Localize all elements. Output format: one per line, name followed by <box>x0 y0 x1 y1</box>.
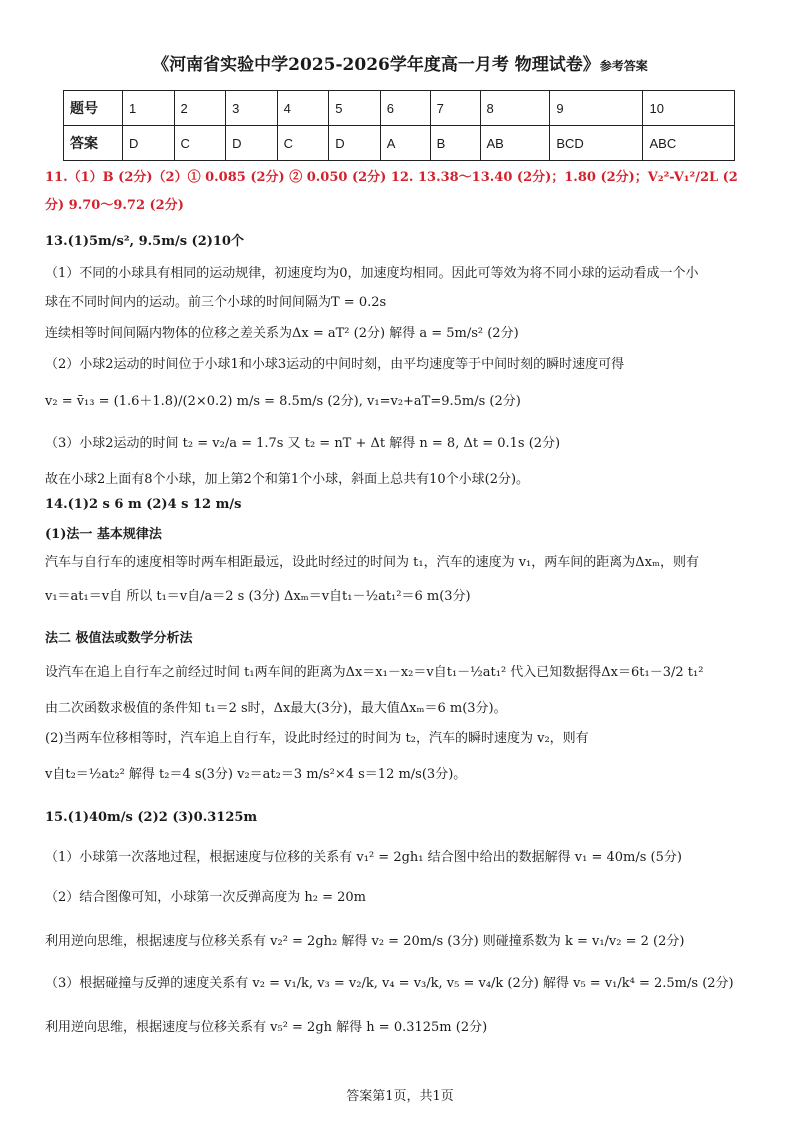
table-cell: 3 <box>226 91 278 126</box>
subtitle-text: 参考答案 <box>599 59 648 73</box>
question-heading: 15.(1)40m/s (2)2 (3)0.3125m <box>45 810 258 825</box>
table-cell: ABC <box>643 126 735 161</box>
solution-line: （1）不同的小球具有相同的运动规律，初速度均为0，加速度均相同。因此可等效为将不同小球的运动看成一个小 <box>45 266 699 281</box>
table-cell: C <box>277 126 329 161</box>
method-heading: 法二 极值法或数学分析法 <box>45 631 193 646</box>
answer-line: 分) 9.70～9.72 (2分) <box>45 198 184 213</box>
table-cell: AB <box>480 126 550 161</box>
question-heading: 13.(1)5m/s², 9.5m/s (2)10个 <box>45 234 244 249</box>
table-row <box>64 126 735 161</box>
table-cell: A <box>380 126 430 161</box>
solution-line: （2）小球2运动的时间位于小球1和小球3运动的中间时刻，由平均速度等于中间时刻的瞬时速度可得 <box>45 357 625 372</box>
question-heading: 14.(1)2 s 6 m (2)4 s 12 m/s <box>45 497 242 512</box>
table-cell: 6 <box>380 91 430 126</box>
table-header-cell: 答案 <box>64 126 123 161</box>
table-cell: 9 <box>550 91 643 126</box>
title-text: 《河南省实验中学2025-2026学年度高一月考 物理试卷》 <box>152 55 600 75</box>
table-cell: 7 <box>430 91 480 126</box>
solution-line: 设汽车在追上自行车之前经过时间 t₁两车间的距离为Δx＝x₁－x₂＝v自t₁－½at₁² 代入已知数据得Δx＝6t₁－3/2 t₁² <box>45 665 704 680</box>
table-cell: C <box>174 126 226 161</box>
solution-line: 连续相等时间间隔内物体的位移之差关系为Δx = aT² (2分) 解得 a = 5m/s² (2分) <box>45 326 519 341</box>
table-cell: D <box>226 126 278 161</box>
table-cell: D <box>123 126 175 161</box>
solution-line: 汽车与自行车的速度相等时两车相距最远，设此时经过的时间为 t₁，汽车的速度为 v₁，两车间的距离为Δxₘ，则有 <box>45 555 699 570</box>
page-footer: 答案第1页，共1页 <box>346 1089 454 1104</box>
method-heading: (1)法一 基本规律法 <box>45 527 162 542</box>
solution-line: 故在小球2上面有8个小球，加上第2个和第1个小球，斜面上总共有10个小球(2分)。 <box>45 472 530 487</box>
page-title <box>0 50 800 75</box>
solution-line: 利用逆向思维，根据速度与位移关系有 v₅² = 2gh 解得 h = 0.3125m (2分) <box>45 1020 488 1035</box>
solution-line: （3）小球2运动的时间 t₂ = v₂/a = 1.7s 又 t₂ = nT + Δt 解得 n = 8, Δt = 0.1s (2分) <box>45 436 561 451</box>
table-row <box>64 91 735 126</box>
table-cell: 1 <box>123 91 175 126</box>
solution-line: （1）小球第一次落地过程，根据速度与位移的关系有 v₁² = 2gh₁ 结合图中给出的数据解得 v₁ = 40m/s (5分) <box>45 850 682 865</box>
solution-line: v自t₂＝½at₂² 解得 t₂＝4 s(3分) v₂＝at₂＝3 m/s²×4 s＝12 m/s(3分)。 <box>45 767 467 782</box>
solution-line: 由二次函数求极值的条件知 t₁＝2 s时，Δx最大(3分)，最大值Δxₘ＝6 m(3分)。 <box>45 701 507 716</box>
table-cell: 5 <box>329 91 381 126</box>
table-cell: D <box>329 126 381 161</box>
table-cell: BCD <box>550 126 643 161</box>
answer-line: 11.（1）B (2分)（2）① 0.085 (2分) ② 0.050 (2分) 12. 13.38～13.40 (2分)；1.80 (2分)；V₂²-V₁²/2L (2 <box>45 170 738 185</box>
table-cell: B <box>430 126 480 161</box>
table-cell: 4 <box>277 91 329 126</box>
solution-line: （2）结合图像可知，小球第一次反弹高度为 h₂ = 20m <box>45 890 367 905</box>
solution-line: 球在不同时间内的运动。前三个小球的时间间隔为T = 0.2s <box>45 295 387 310</box>
table-cell: 10 <box>643 91 735 126</box>
answer-table <box>63 90 735 161</box>
table-cell: 8 <box>480 91 550 126</box>
solution-line: v₁＝at₁＝v自 所以 t₁＝v自/a＝2 s (3分) Δxₘ＝v自t₁－½at₁²＝6 m(3分) <box>45 589 471 604</box>
solution-line: （3）根据碰撞与反弹的速度关系有 v₂ = v₁/k, v₃ = v₂/k, v₄ = v₃/k, v₅ = v₄/k (2分) 解得 v₅ = v₁/k⁴ = 2.5m/s (2分) <box>45 976 734 991</box>
table-cell: 2 <box>174 91 226 126</box>
solution-line: (2)当两车位移相等时，汽车追上自行车，设此时经过的时间为 t₂，汽车的瞬时速度为 v₂，则有 <box>45 731 589 746</box>
table-header-cell: 题号 <box>64 91 123 126</box>
solution-line: 利用逆向思维，根据速度与位移关系有 v₂² = 2gh₂ 解得 v₂ = 20m/s (3分) 则碰撞系数为 k = v₁/v₂ = 2 (2分) <box>45 934 685 949</box>
solution-line: v₂ = v̄₁₃ = (1.6＋1.8)/(2×0.2) m/s = 8.5m/s (2分), v₁=v₂+aT=9.5m/s (2分) <box>45 394 521 409</box>
